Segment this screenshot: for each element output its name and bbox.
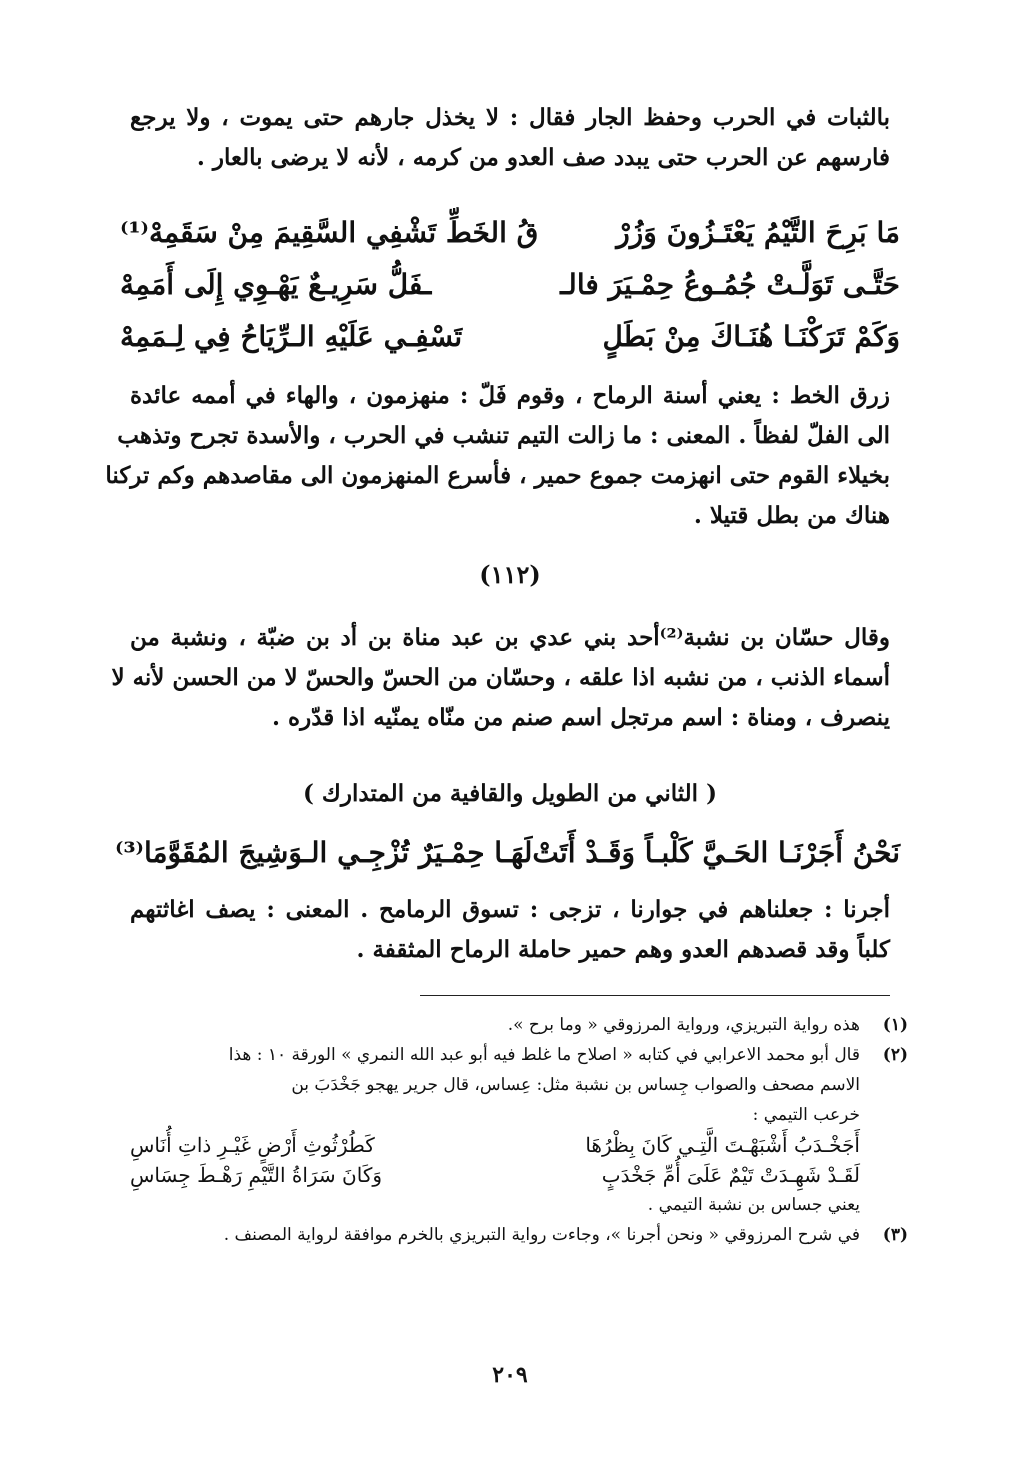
verse-second-hemistich: قُ الخَطِّ تَشْفِي السَّقِيمَ مِنْ سَقَمِهْ⁽¹⁾ <box>120 215 539 249</box>
verse-first-hemistich: وَكَمْ تَرَكْنَـا هُنَـاكَ مِنْ بَطَلٍ <box>602 319 900 353</box>
footnote-verse-line <box>130 1160 860 1190</box>
footnote-text: هذه رواية التبريزي، ورواية المرزوقي « وما برح ». <box>507 1015 860 1035</box>
verse-second-hemistich: لَهَـا حِمْـيَرٌ تُزْجِـي الـوَشِيجَ المُقَوَّمَا⁽³⁾ <box>115 835 533 869</box>
intro-paragraph <box>130 98 890 178</box>
verse-line <box>120 258 900 310</box>
footnote-2 <box>130 1040 908 1220</box>
poem-stanza <box>120 206 900 362</box>
verse-second-hemistich: تَسْفِـي عَلَيْهِ الـرِّيَاحُ فِي لِـمَمِهْ <box>120 319 463 353</box>
verse-line <box>115 826 900 878</box>
text-line: زرق الخط : يعني أسنة الرماح ، وقوم فَلّ : منهزمون ، والهاء في أممه عائدة <box>130 382 890 409</box>
footnotes <box>130 1010 908 1250</box>
footnote-number: (٢) <box>882 1045 908 1065</box>
text-line: فارسهم عن الحرب حتى يبدد صف العدو من كرمه ، لأنه لا يرضى بالعار . <box>196 144 890 171</box>
footnote-line: قال أبو محمد الاعرابي في كتابه « اصلاح ما غلط فيه أبو عبد الله النمري » الورقة ١٠ : هذا <box>228 1045 860 1065</box>
text-line: بخيلاء القوم حتى انهزمت جموع حمير ، فأسرع المنهزمون الى مقاصدهم وكم تركنا <box>105 462 890 489</box>
verse-second-hemistich: وَكَانَ سَرَاةُ التَّيْمِ رَهْـطَ جِسَاسِ <box>130 1163 383 1187</box>
footnote-body <box>130 1040 860 1220</box>
text-line: ينصرف ، ومناة : اسم مرتجل اسم صنم من منّاه يمنّيه اذا قدّره . <box>272 704 890 731</box>
meter-heading: ( الثاني من الطويل والقافية من المتدارك ) <box>303 780 717 807</box>
footnote-3 <box>130 1220 908 1250</box>
verse-first-hemistich: مَا بَرِحَ التَّيْمُ يَعْتَـزُونَ وَزُرْ <box>616 215 900 249</box>
footnote-number: (١) <box>882 1015 908 1035</box>
footnote-text: في شرح المرزوقي « ونحن أجرنا »، وجاءت رواية التبريزي بالخرم موافقة لرواية المصنف . <box>223 1225 860 1245</box>
verse-line <box>120 310 900 362</box>
text-line: كلباً وقد قصدهم العدو وهم حمير حاملة الرماح المثقفة . <box>356 936 890 963</box>
verse-first-hemistich: لَقَـدْ شَهِـدَتْ تَيْمٌ عَلَىَ أُمِّ جَخْدَبٍ <box>601 1163 860 1187</box>
text-line: وقال حسّان بن نشبة⁽²⁾أحد بني عدي بن عبد مناة بن أد بن ضبّة ، ونشبة من <box>130 624 890 651</box>
footnote-separator <box>420 995 890 996</box>
page-number: ٢٠٩ <box>492 1362 528 1388</box>
footnote-1 <box>130 1010 908 1040</box>
poem-stanza <box>115 826 900 878</box>
verse-second-hemistich: كَطُرْثُوثِ أَرْضٍ غَيْـرِ ذاتِ أُنَاسِ <box>130 1133 375 1157</box>
verse-second-hemistich: ـفَلُّ سَرِيـعٌ يَهْـوِي إِلَى أَمَمِهْ <box>120 267 432 301</box>
text-line: أجرنا : جعلناهم في جوارنا ، تزجى : تسوق الرمامح . المعنى : يصف اغاثتهم <box>130 896 890 923</box>
section-number: (١١٢) <box>479 560 541 589</box>
explanation-paragraph <box>105 376 890 536</box>
verse-first-hemistich: أَجَخْـدَبُ أَشْبَهْـتَ الَّتِـي كَانَ بِظْرُهَا <box>585 1133 860 1157</box>
footnote-line: خرعب التيمي : <box>752 1105 860 1125</box>
verse-line <box>120 206 900 258</box>
text-line: الى الفلّ لفظاً . المعنى : ما زالت التيم تنشب في الحرب ، والأسدة تجرح وتذهب <box>117 422 890 449</box>
explanation-paragraph <box>130 890 890 970</box>
text-line: أسماء الذنب ، من نشبه اذا علقه ، وحسّان من الحسّ والحسّ لا من الحسن لأنه لا <box>111 664 890 691</box>
footnote-number: (٣) <box>882 1225 908 1245</box>
verse-first-hemistich: نَحْنُ أَجَرْنَـا الحَـيَّ كَلْبـاً وَقَـدْ أَتَتْ <box>532 835 900 869</box>
text-line: هناك من بطل قتيلا . <box>693 502 890 529</box>
footnote-line: يعني جساس بن نشبة التيمي . <box>647 1195 860 1215</box>
footnote-line: الاسم مصحف والصواب جِساس بن نشبة مثل: عِساس، قال جرير يهجو جَخْدَبَ بن <box>291 1075 860 1095</box>
text-line: بالثبات في الحرب وحفظ الجار فقال : لا يخذل جارهم حتى يموت ، ولا يرجع <box>130 104 890 131</box>
verse-first-hemistich: حَتَّـى تَوَلَّـتْ جُمُـوعُ حِمْـيَرَ فالـ <box>560 267 900 301</box>
footnote-verse-line <box>130 1130 860 1160</box>
poet-intro-paragraph <box>111 618 890 738</box>
